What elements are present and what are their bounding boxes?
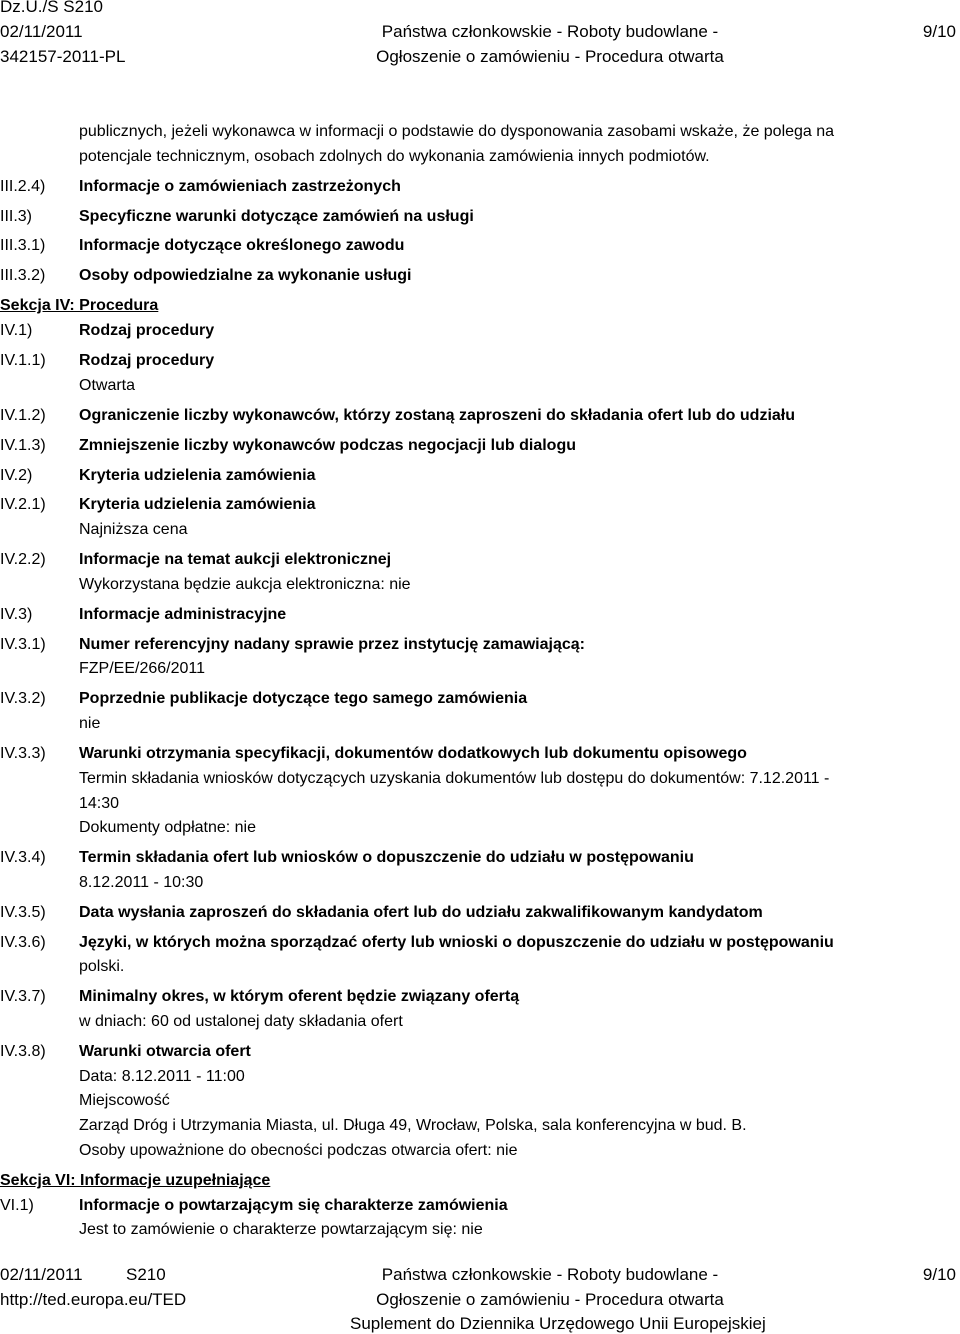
footer-code: S210 [126, 1265, 166, 1284]
item-number: IV.1.2) [0, 407, 46, 424]
item-number: IV.3.8) [0, 1043, 46, 1060]
item-value: 8.12.2011 - 10:30 [79, 874, 204, 891]
section-heading-iv: Sekcja IV: Procedura [0, 297, 159, 314]
item-value: Zarząd Dróg i Utrzymania Miasta, ul. Długa 49, Wrocław, Polska, sala konferencyjna w bud. B. [79, 1117, 747, 1134]
item-title: Termin składania ofert lub wniosków o dopuszczenie do udziału w postępowaniu [79, 849, 694, 866]
footer-title-line2: Ogłoszenie o zamówieniu - Procedura otwarta [376, 1290, 724, 1309]
footer-title-line1: Państwa członkowskie - Roboty budowlane - [381, 1265, 719, 1284]
item-number: IV.3.7) [0, 988, 46, 1005]
header-date: 02/11/2011 [0, 22, 83, 41]
header-title-line1: Państwa członkowskie - Roboty budowlane - [381, 22, 719, 41]
item-value: Wykorzystana będzie aukcja elektroniczna: nie [79, 576, 411, 593]
item-number: IV.1) [0, 322, 33, 339]
item-value: Data: 8.12.2011 - 11:00 [79, 1068, 245, 1085]
item-title: Poprzednie publikacje dotyczące tego samego zamówienia [79, 690, 528, 707]
item-value: polski. [79, 958, 125, 975]
section-heading-vi: Sekcja VI: Informacje uzupełniające [0, 1172, 271, 1189]
item-value: Najniższa cena [79, 521, 188, 538]
item-value: Miejscowość [79, 1092, 170, 1109]
item-value: Jest to zamówienie o charakterze powtarzającym się: nie [79, 1221, 483, 1238]
item-number: III.3.2) [0, 267, 46, 284]
item-title: Rodzaj procedury [79, 352, 215, 369]
item-number: III.3) [0, 208, 33, 225]
item-title: Informacje o zamówieniach zastrzeżonych [79, 178, 401, 195]
item-title: Minimalny okres, w którym oferent będzie związany ofertą [79, 988, 520, 1005]
item-number: IV.1.3) [0, 437, 46, 454]
header-page-number: 9/10 [922, 22, 956, 41]
item-value: FZP/EE/266/2011 [79, 660, 205, 677]
item-number: IV.3) [0, 606, 33, 623]
item-value: Termin składania wniosków dotyczących uzyskania dokumentów lub dostępu do dokumentów: 7.12.2011 - [79, 770, 830, 787]
item-number: IV.3.5) [0, 904, 46, 921]
item-number: IV.2.2) [0, 551, 46, 568]
footer-url[interactable]: http://ted.europa.eu/TED [0, 1290, 187, 1309]
item-title: Data wysłania zaproszeń do składania ofert lub do udziału zakwalifikowanym kandydatom [79, 904, 763, 921]
item-title: Informacje o powtarzającym się charakterze zamówienia [79, 1197, 508, 1214]
item-title: Rodzaj procedury [79, 322, 215, 339]
item-title: Informacje administracyjne [79, 606, 287, 623]
item-title: Kryteria udzielenia zamówienia [79, 496, 316, 513]
item-number: III.3.1) [0, 237, 46, 254]
intro-line-2: potencjale technicznym, osobach zdolnych do wykonania zamówienia innych podmiotów. [79, 148, 710, 165]
item-title: Numer referencyjny nadany sprawie przez instytucję zamawiającą: [79, 636, 585, 653]
item-number: IV.3.3) [0, 745, 46, 762]
item-value: Osoby upoważnione do obecności podczas otwarcia ofert: nie [79, 1142, 518, 1159]
item-title: Ograniczenie liczby wykonawców, którzy zostaną zaproszeni do składania ofert lub do udziału [79, 407, 795, 424]
footer-date: 02/11/2011 [0, 1265, 83, 1284]
item-number: IV.2.1) [0, 496, 46, 513]
header-notice-id: 342157-2011-PL [0, 47, 126, 66]
item-title: Specyficzne warunki dotyczące zamówień na usługi [79, 208, 474, 225]
item-title: Informacje na temat aukcji elektronicznej [79, 551, 392, 568]
item-title: Warunki otrzymania specyfikacji, dokumentów dodatkowych lub dokumentu opisowego [79, 745, 747, 762]
item-number: IV.3.1) [0, 636, 46, 653]
item-title: Zmniejszenie liczby wykonawców podczas negocjacji lub dialogu [79, 437, 576, 454]
item-title: Warunki otwarcia ofert [79, 1043, 251, 1060]
item-value: Otwarta [79, 377, 136, 394]
item-value: 14:30 [79, 795, 120, 812]
item-value: w dniach: 60 od ustalonej daty składania ofert [79, 1013, 403, 1030]
item-title: Osoby odpowiedzialne za wykonanie usługi [79, 267, 412, 284]
item-title: Języki, w których można sporządzać oferty lub wnioski o dopuszczenie do udziału w postępowaniu [79, 934, 834, 951]
item-number: IV.2) [0, 467, 33, 484]
item-number: IV.1.1) [0, 352, 46, 369]
header-title-line2: Ogłoszenie o zamówieniu - Procedura otwarta [376, 47, 724, 66]
item-title: Informacje dotyczące określonego zawodu [79, 237, 405, 254]
footer-journal-name: Suplement do Dziennika Urzędowego Unii Europejskiej [350, 1314, 766, 1333]
item-number: VI.1) [0, 1197, 34, 1214]
item-value: nie [79, 715, 101, 732]
item-number: IV.3.6) [0, 934, 46, 951]
item-value: Dokumenty odpłatne: nie [79, 819, 256, 836]
item-number: IV.3.4) [0, 849, 46, 866]
header-journal-ref: Dz.U./S S210 [0, 0, 103, 16]
intro-line-1: publicznych, jeżeli wykonawca w informacji o podstawie do dysponowania zasobami wskaże, że polega na [79, 123, 835, 140]
footer-page-number: 9/10 [922, 1265, 956, 1284]
item-number: III.2.4) [0, 178, 46, 195]
item-number: IV.3.2) [0, 690, 46, 707]
item-title: Kryteria udzielenia zamówienia [79, 467, 316, 484]
